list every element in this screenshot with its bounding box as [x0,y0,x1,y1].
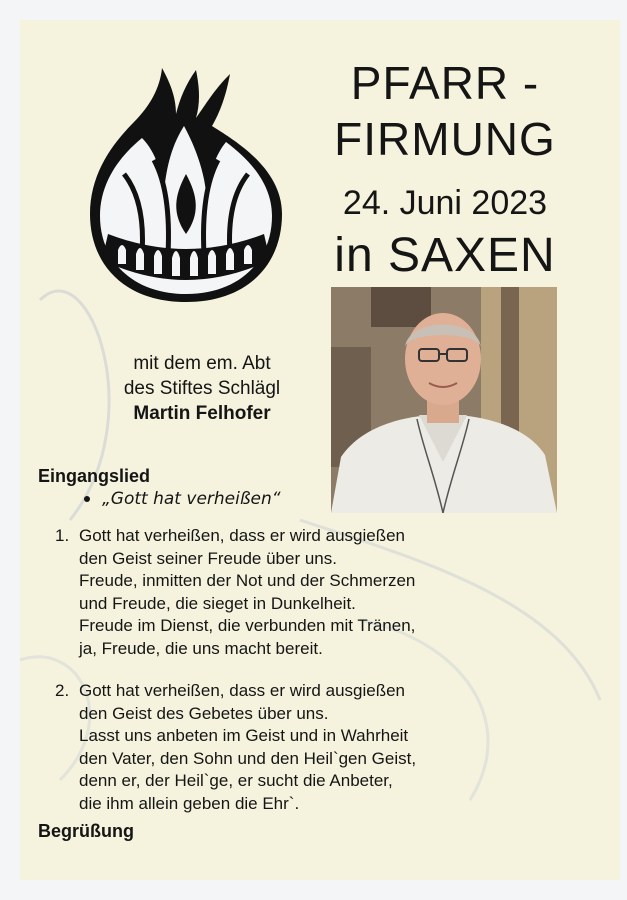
flame-logo [84,64,288,304]
title-line-2: FIRMUNG [334,113,556,165]
verse-line: ja, Freude, die uns macht bereit. [79,638,323,658]
verse-line: Gott hat verheißen, dass er wird ausgießen [79,526,405,545]
verse-lines [79,525,415,660]
verse-line: Freude, inmitten der Not und der Schmerzen [79,571,416,590]
portrait-photo [331,287,557,513]
verse-number: 1. [55,526,70,545]
verse-line: den Geist seiner Freude über uns. [79,548,337,568]
verse-line: Freude im Dienst, die verbunden mit Tränen, [79,616,416,635]
greeting-heading: Begrüßung [38,821,134,841]
celebrant-line-1: mit dem em. Abt [133,353,271,374]
song-title: „Gott hat verheißen“ [102,489,281,509]
verse-line: den Geist des Gebetes über uns. [79,703,329,723]
verse-line: Gott hat verheißen, dass er wird ausgießen [79,681,405,700]
portrait-image [331,287,557,513]
title-line-1: PFARR - [350,57,540,109]
verse-line: die ihm allein geben die Ehr`. [79,793,300,813]
celebrant-block [96,351,308,426]
verse-line: den Vater, den Sohn und den Heil`gen Geist, [79,748,417,768]
verse-line: Lasst uns anbeten im Geist und in Wahrheit [79,726,409,745]
verse-line: und Freude, die sieget in Dunkelheit. [79,593,356,613]
event-place: in SAXEN [334,229,556,282]
bullet-icon [84,496,90,502]
event-date: 24. Juni 2023 [342,184,548,222]
celebrant-name: Martin Felhofer [133,403,271,424]
verse-lines [79,680,416,815]
entrance-song-heading: Eingangslied [38,466,151,486]
celebrant-line-2: des Stiftes Schlägl [123,378,281,399]
song-title-item [84,489,281,509]
verse-number: 2. [55,681,70,700]
verse-line: denn er, der Heil`ge, er sucht die Anbeter, [79,771,393,790]
